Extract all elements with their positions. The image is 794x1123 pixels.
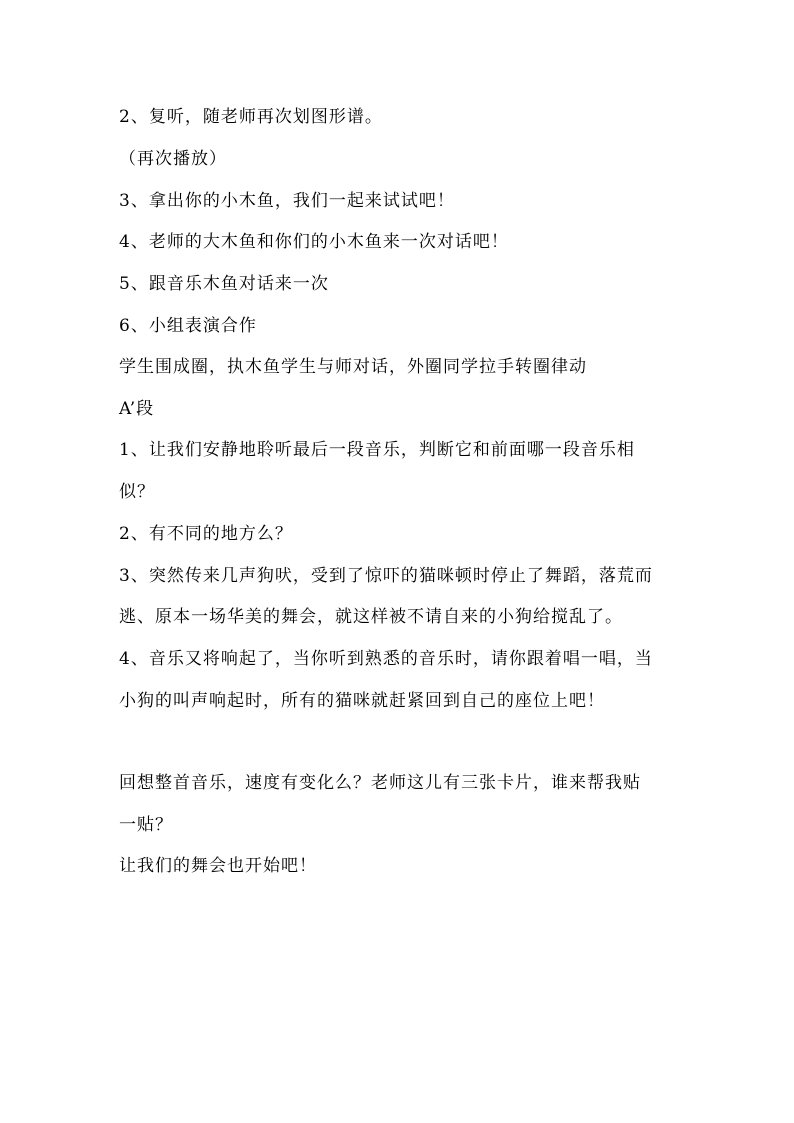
- text-line: 4、老师的大木鱼和你们的小木鱼来一次对话吧！: [119, 232, 509, 252]
- text-line: 逃、原本一场华美的舞会，就这样被不请自来的小狗给搅乱了。: [119, 607, 623, 627]
- text-line: 5、跟音乐木鱼对话来一次: [119, 274, 329, 294]
- text-line: 4、音乐又将响起了，当你听到熟悉的音乐时，请你跟着唱一唱，当: [119, 649, 653, 669]
- text-line: 回想整首音乐，速度有变化么？老师这儿有三张卡片，谁来帮我贴: [119, 773, 641, 793]
- text-line: 2、有不同的地方么？: [119, 524, 293, 544]
- text-line: （再次播放）: [119, 149, 227, 169]
- text-line: 学生围成圈，执木鱼学生与师对话，外圈同学拉手转圈律动: [119, 357, 587, 377]
- text-line: 似？: [119, 482, 155, 502]
- text-line: 小狗的叫声响起时，所有的猫咪就赶紧回到自己的座位上吧！: [119, 691, 605, 711]
- text-line: 1、让我们安静地聆听最后一段音乐，判断它和前面哪一段音乐相: [119, 440, 635, 460]
- text-line: 2、复听，随老师再次划图形谱。: [119, 107, 383, 127]
- text-line: 一贴？: [119, 815, 173, 835]
- text-line: 让我们的舞会也开始吧！: [119, 856, 317, 876]
- section-heading: A’段: [119, 399, 155, 419]
- text-line: 6、小组表演合作: [119, 316, 257, 336]
- text-line: 3、拿出你的小木鱼，我们一起来试试吧！: [119, 191, 455, 211]
- text-line: 3、突然传来几声狗吠，受到了惊吓的猫咪顿时停止了舞蹈，落荒而: [119, 566, 653, 586]
